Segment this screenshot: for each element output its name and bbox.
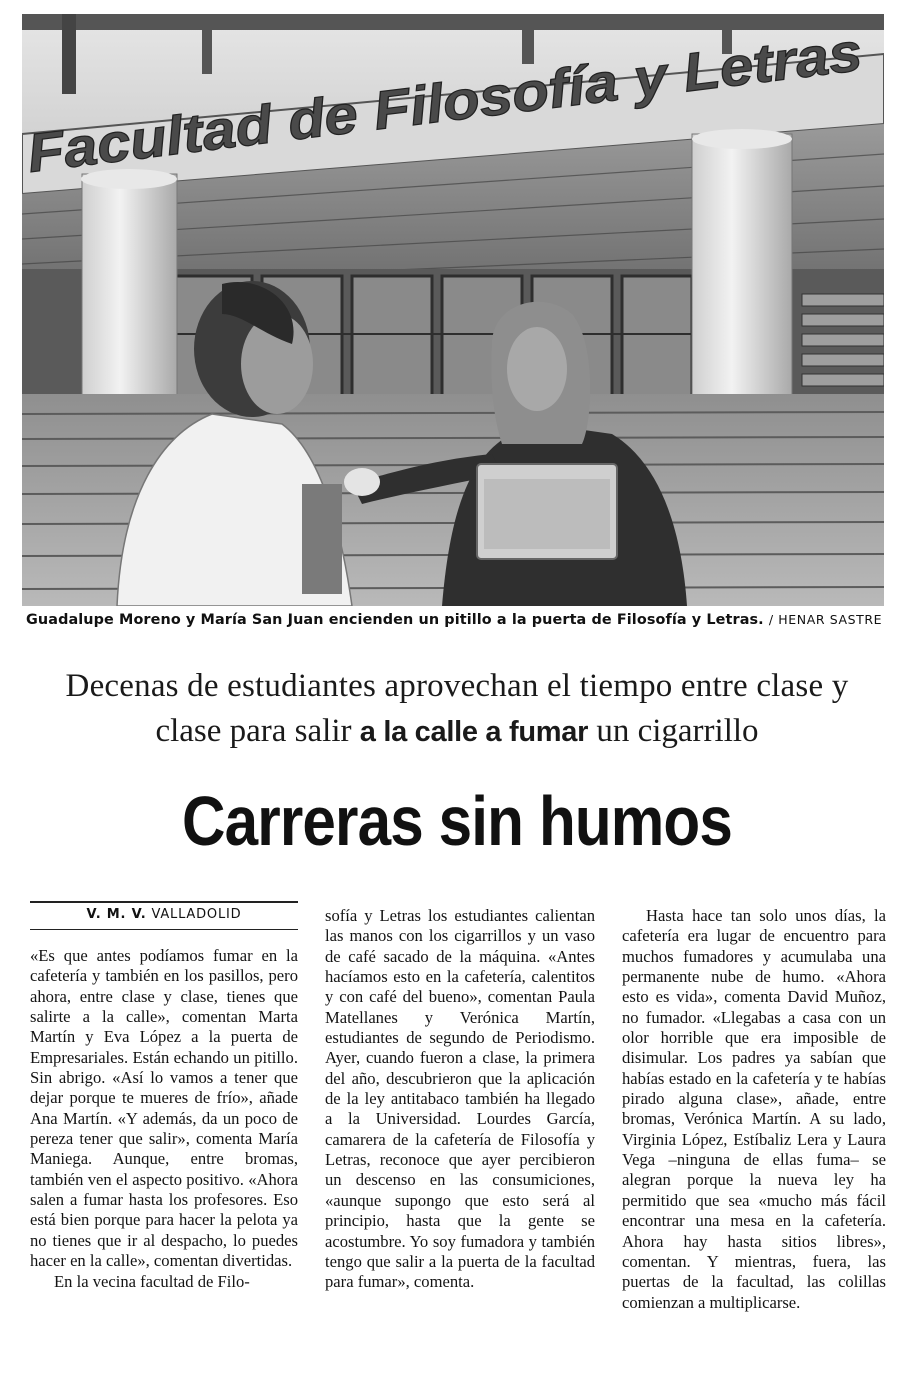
article-column-1 [30, 946, 298, 1292]
article-photo [22, 14, 884, 606]
headline: Carreras sin humos [182, 782, 732, 860]
byline-place: VALLADOLID [151, 907, 242, 922]
byline [30, 907, 298, 922]
subheadline-line-2 [0, 715, 914, 748]
subheadline-line-1: Decenas de estudiantes aprovechan el tiempo entre clase y [65, 668, 849, 704]
paragraph: sofía y Letras los estudiantes calientan las manos con los cigarrillos y un vaso de café sacado de la máquina. «Antes hacíamos esto en la cafetería, calentitos y con café del bueno», comentan Paula Matellanes y Verónica Martín, estudiantes de segundo de Periodismo. Ayer, cuando fueron a clase, la primera del año, descubrieron que la aplicación de la ley antitabaco también ha llegado a la Universidad. Lourdes García, camarera de la cafetería de Filosofía y Letras, reconoce que ayer percibieron un descenso en las consumiciones, «aunque supongo que esto será al principio, hasta que la gente se acostumbre. Yo soy fumadora y también tengo que salir a la puerta de la facultad para fumar», comenta. [325, 906, 595, 1292]
subheadline-part-c: un cigarrillo [588, 713, 759, 749]
photo-credit: / HENAR SASTRE [768, 612, 883, 627]
byline-author: V. M. V. [86, 907, 147, 922]
article-column-2 [325, 906, 595, 1293]
building-sign-text: Facultad de Filosofía y Letras [24, 31, 786, 184]
paragraph: «Es que antes podíamos fumar en la cafetería y también en los pasillos, pero ahora, entre clase y clase, tienes que salirte a la calle», comentan Marta Martín y Eva López a la puerta de Empresariales. Están echando un pitillo. Sin abrigo. «Así lo vamos a tener que dejar porque te mueres de frío», añade Ana Martín. «Y además, da un poco de pereza tener que salir», comenta María Maniega. Aunque, entre bromas, también ven el aspecto positivo. «Ahora salen a fumar hasta los profesores. Eso está bien porque para hacer la pelota ya no tienes que ir al despacho, lo puedes hacer en la calle», comentan divertidas. [30, 946, 298, 1271]
article-column-3 [622, 906, 886, 1313]
photo-caption [26, 612, 886, 628]
caption-text: Guadalupe Moreno y María San Juan encienden un pitillo a la puerta de Filosofía y Letras. [26, 612, 764, 628]
photo-illustration [22, 14, 884, 606]
paragraph: En la vecina facultad de Filo- [54, 1271, 250, 1291]
subheadline-emphasis: a la calle a fumar [359, 716, 589, 748]
paragraph: Hasta hace tan solo unos días, la cafetería era lugar de encuentro para muchos fumadores y acumulaba una permanente nube de humo. «Ahora esto es vida», comenta David Muñoz, no fumador. «Llegabas a casa con un olor horrible que era imposible de disimular. Los padres ya sabían que habías estado en la cafetería y te habías pirado alguna clase», añade, entre bromas, Verónica Martín. A su lado, Virginia López, Estíbaliz Lera y Laura Vega –ninguna de ellas fuma– se alegran porque la nueva ley ha permitido que sea «mucho más fácil encontrar una mesa en la cafetería. Ahora hay hasta sitios libres», comentan. Y mientras, fuera, las puertas de la facultad, las colillas comienzan a multiplicarse. [622, 906, 886, 1312]
subheadline-part-a: clase para salir [155, 713, 360, 749]
byline-bar [30, 901, 298, 930]
